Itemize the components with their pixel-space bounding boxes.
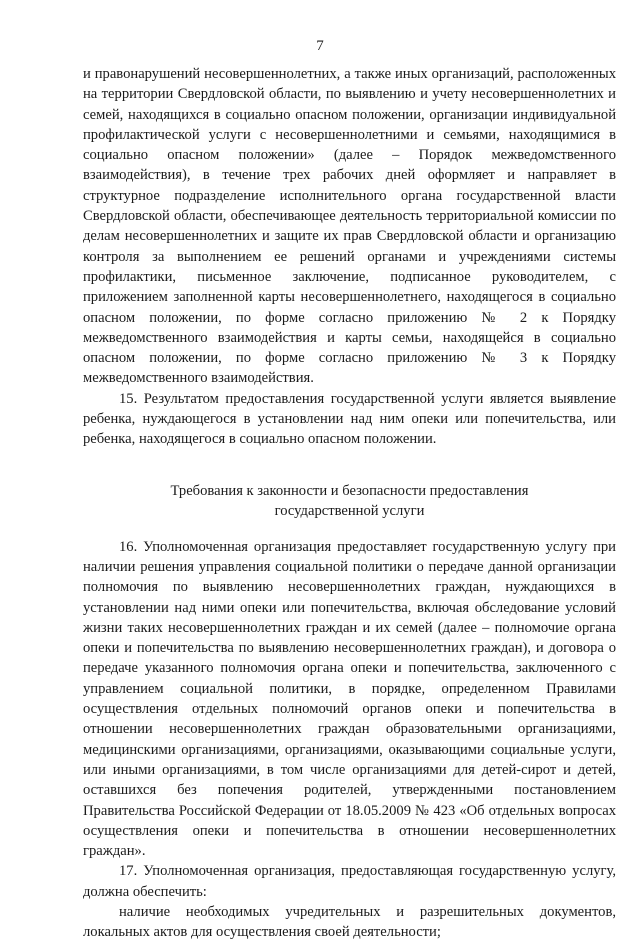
paragraph-item-15: 15. Результатом предоставления государственной услуги является выявление ребенка, нуждающегося в установлении над ним опеки или попечительства, или ребенка, находящегося в социально опасном положении.	[83, 390, 616, 448]
paragraph-item-17-subitem: наличие необходимых учредительных и разрешительных документов, локальных актов для осуществления своей деятельности;	[83, 903, 616, 941]
section-heading	[83, 481, 616, 521]
spacer	[83, 450, 616, 481]
page-number: 7	[316, 38, 324, 54]
paragraph-item-17: 17. Уполномоченная организация, предоставляющая государственную услугу, должна обеспечить:	[83, 863, 616, 900]
paragraph-continuation: и правонарушений несовершеннолетних, а также иных организаций, расположенных на территории Свердловской области, по выявлению и учету несовершеннолетних и семей, находящихся в социально опасном положении, организации индивидуальной профилактической услуги с несовершеннолетними и семьями, находящимися в социально опасном положении» (далее – Порядок межведомственного взаимодействия), в течение трех рабочих дней оформляет и направляет в структурное подразделение исполнительного органа государственной власти Свердловской области, обеспечивающее деятельность территориальной комиссии по делам несовершеннолетних и защите их прав Свердловской области и организацию контроля за выполнением ее решений органами и учреждениями системы профилактики, письменное заключение, подписанное руководителем, с приложением заполненной карты несовершеннолетнего, находящегося в социально опасном положении, по форме согласно приложению № 2 к Порядку межведомственного взаимодействия и карты семьи, находящейся в социально опасном положении, по форме согласно приложению № 3 к Порядку межведомственного взаимодействия.	[83, 66, 616, 387]
section-heading-line-2: государственной услуги	[274, 502, 425, 519]
spacer	[83, 521, 616, 537]
paragraph-item-16: 16. Уполномоченная организация предоставляет государственную услугу при наличии решения управления социальной политики о передаче данной организации полномочия по выявлению несовершеннолетних граждан, нуждающихся в установлении над ними опеки или попечительства, включая обследование условий жизни таких несовершеннолетних граждан и их семей (далее – полномочие органа опеки и попечительства по выявлению несовершеннолетних граждан), и договора о передаче указанного полномочия органа опеки и попечительства, заключенного с управлением социальной политики, в порядке, определенном Правилами осуществления отдельных полномочий органов опеки и попечительства в отношении несовершеннолетних граждан образовательными организациями, медицинскими организациями, организациями, оказывающими социальные услуги, или иными организациями, в том числе организациями для детей-сирот и детей, оставшихся без попечения родителей, утвержденными постановлением Правительства Российской Федерации от 18.05.2009 № 423 «Об отдельных вопросах осуществления опеки и попечительства в отношении несовершеннолетних граждан».	[83, 538, 616, 860]
section-heading-line-1: Требования к законности и безопасности предоставления	[170, 482, 529, 499]
document-body	[83, 64, 616, 943]
